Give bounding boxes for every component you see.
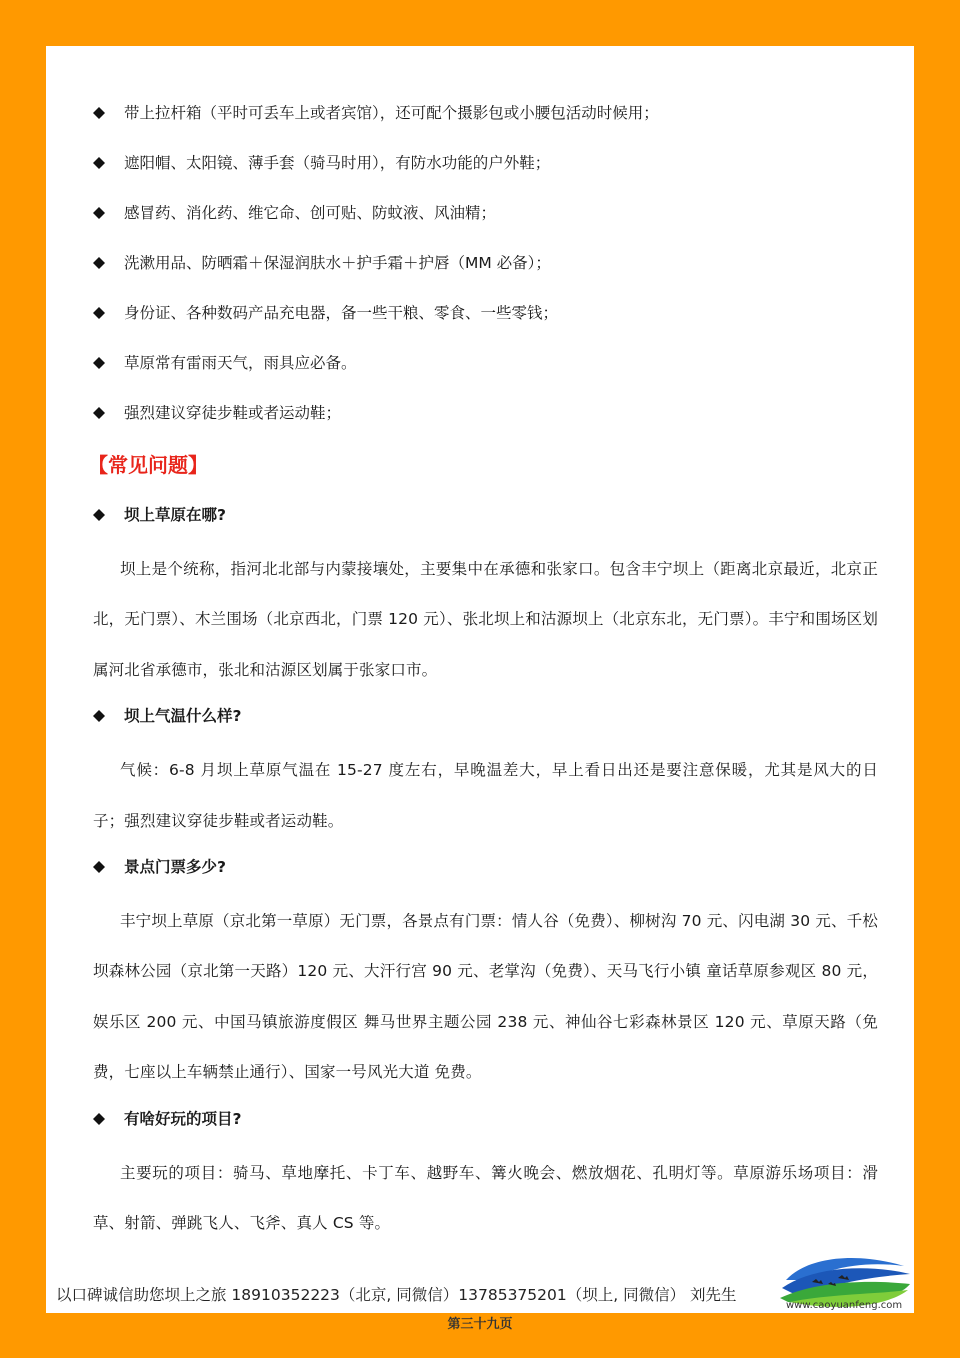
diamond-bullet-icon (93, 257, 105, 269)
page-content (88, 92, 878, 1250)
diamond-bullet-icon (93, 710, 105, 722)
checklist-item-text: 感冒药、消化药、维它命、创可贴、防蚊液、风油精； (124, 204, 497, 222)
checklist-item (93, 192, 878, 242)
faq-answer: 气候：6-8 月坝上草原气温在 15-27 度左右，早晚温差大，早上看日出还是要注意保暖，尤其是风大的日子；强烈建议穿徒步鞋或者运动鞋。 (93, 761, 878, 830)
checklist-item-text: 带上拉杆箱（平时可丢车上或者宾馆），还可配个摄影包或小腰包活动时候用； (124, 104, 659, 122)
checklist-item-text: 遮阳帽、太阳镜、薄手套（骑马时用），有防水功能的户外鞋； (124, 154, 551, 172)
checklist-item (93, 392, 878, 442)
faq-question-text: 有啥好玩的项目? (124, 1109, 242, 1128)
page-number: 第三十九页 (447, 1317, 513, 1332)
page-sheet (46, 46, 914, 1313)
faq-answer: 主要玩的项目：骑马、草地摩托、卡丁车、越野车、篝火晚会、燃放烟花、孔明灯等。草原游乐场项目：滑草、射箭、弹跳飞人、飞斧、真人 CS 等。 (93, 1163, 878, 1233)
checklist-item-text: 洗漱用品、防晒霜＋保湿润肤水＋护手霜＋护唇（MM 必备）； (124, 254, 551, 272)
diamond-bullet-icon (93, 509, 105, 521)
logo-url: www.caoyuanfeng.com (786, 1300, 903, 1311)
checklist-item (93, 142, 878, 192)
diamond-bullet-icon (93, 357, 105, 369)
diamond-bullet-icon (93, 861, 105, 873)
faq-question (93, 494, 878, 544)
faq-question-text: 坝上草原在哪? (124, 506, 226, 524)
faq-list (93, 494, 878, 1248)
faq-question (93, 695, 878, 745)
faq-answer: 丰宁坝上草原（京北第一草原）无门票，各景点有门票：情人谷（免费）、柳树沟 70 元、闪电湖 30 元、千松坝森林公园（京北第一天路）120 元、大汗行宫 90 元、老掌沟（免费）、天马飞行小镇 童话草原参观区 80 元，娱乐区 200 元、中国马镇旅游度假区 舞马世界主题公园 238 元、神仙谷七彩森林景区 120 元、草原天路（免费，七座以上车辆禁止通行）、国家一号风光大道 免费。 (93, 912, 878, 1082)
faq-section-title: 【常见问题】 (88, 453, 208, 477)
diamond-bullet-icon (93, 407, 105, 419)
diamond-bullet-icon (93, 107, 105, 119)
checklist-item-text: 草原常有雷雨天气，雨具应必备。 (124, 354, 357, 372)
checklist-item-text: 强烈建议穿徒步鞋或者运动鞋； (124, 404, 342, 422)
faq-question-text: 景点门票多少? (124, 858, 226, 877)
checklist-item (93, 342, 878, 392)
diamond-bullet-icon (93, 157, 105, 169)
checklist-item (93, 292, 878, 342)
diamond-bullet-icon (93, 307, 105, 319)
footer-contact: 以口碑诚信助您坝上之旅 18910352223（北京, 同微信）13785375201（坝上, 同微信） 刘先生 (56, 1286, 737, 1304)
checklist-item (93, 242, 878, 292)
diamond-bullet-icon (93, 1113, 105, 1125)
checklist-item-text: 身份证、各种数码产品充电器，备一些干粮、零食、一些零钱； (124, 304, 559, 322)
packing-checklist (93, 92, 878, 442)
checklist-item (93, 92, 878, 142)
diamond-bullet-icon (93, 207, 105, 219)
faq-question-text: 坝上气温什么样? (124, 707, 242, 726)
faq-question (93, 846, 878, 896)
faq-answer: 坝上是个统称，指河北北部与内蒙接壤处，主要集中在承德和张家口。包含丰宁坝上（距离北京最近，北京正北，无门票）、木兰围场（北京西北，门票 120 元）、张北坝上和沽源坝上（北京东北，无门票）。丰宁和围场区划属河北省承德市，张北和沽源区划属于张家口市。 (93, 560, 878, 679)
faq-question (93, 1098, 878, 1148)
